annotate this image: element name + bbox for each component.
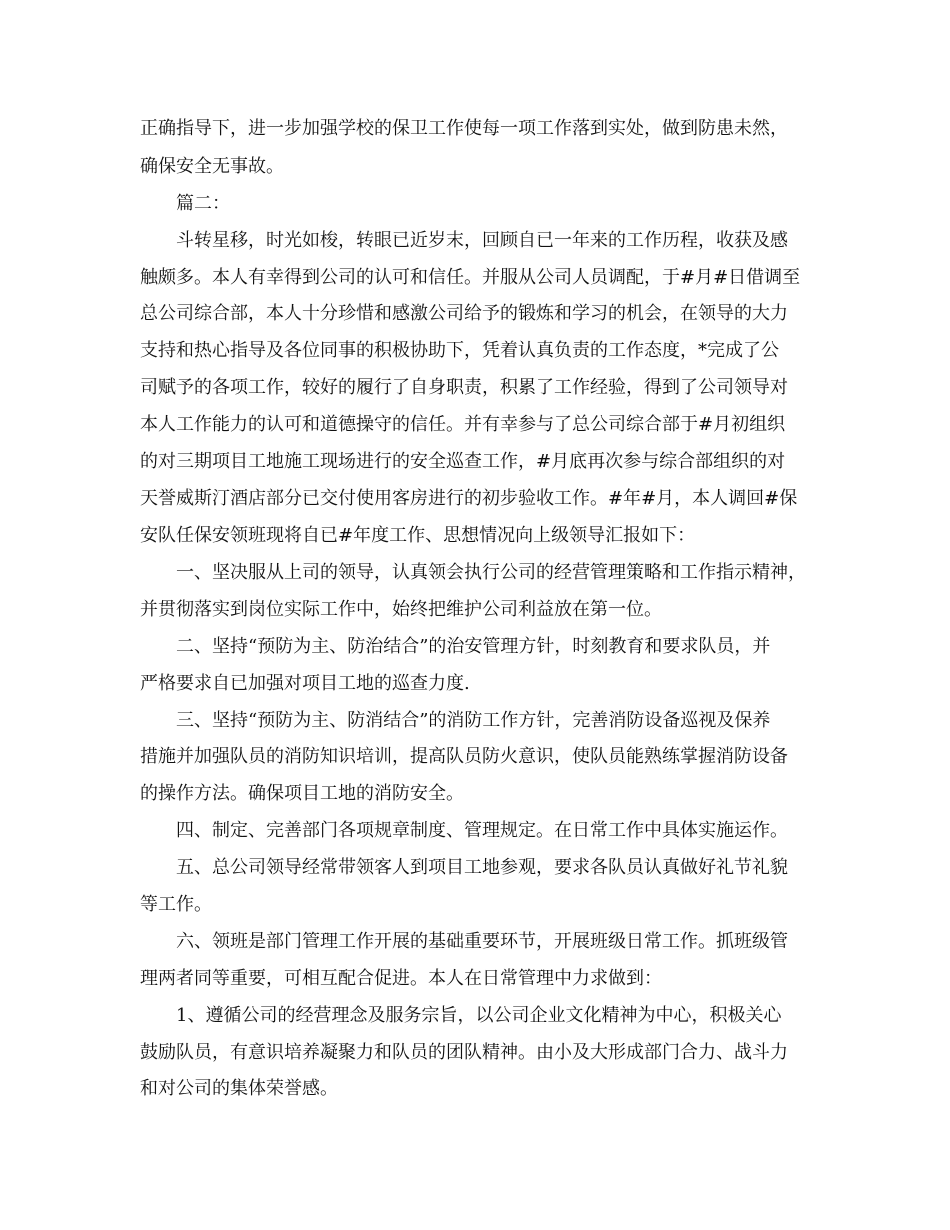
text-line: 总公司综合部，本人十分珍惜和感激公司给予的锻炼和学习的机会，在领导的大力 <box>140 303 788 324</box>
text-line: 1、遵循公司的经营理念及服务宗旨，以公司企业文化精神为中心，积极关心 <box>176 1005 782 1026</box>
text-line: 和对公司的集体荣誉感。 <box>140 1078 338 1099</box>
text-line: 等工作。 <box>140 894 212 915</box>
text-line: 一、坚决服从上司的领导，认真领会执行公司的经营管理策略和工作指示精神， <box>176 562 806 583</box>
text-line: 本人工作能力的认可和道德操守的信任。并有幸参与了总公司综合部于#月初组织 <box>140 414 786 435</box>
section-heading: 篇二： <box>176 193 230 214</box>
text-line: 确保安全无事故。 <box>140 156 284 177</box>
text-line: 鼓励队员，有意识培养凝聚力和队员的团队精神。由小及大形成部门合力、战斗力 <box>140 1042 788 1063</box>
text-line: 斗转星移，时光如梭，转眼已近岁末，回顾自已一年来的工作历程，收获及感 <box>176 230 788 251</box>
text-line: 并贯彻落实到岗位实际工作中，始终把维护公司利益放在第一位。 <box>140 599 662 620</box>
text-line: 二、坚持“预防为主、防治结合”的治安管理方针，时刻教育和要求队员，并 <box>176 636 771 657</box>
text-line: 触颇多。本人有幸得到公司的认可和信任。并服从公司人员调配，于#月#日借调至 <box>140 267 801 288</box>
text-line: 支持和热心指导及各位同事的积极协助下，凭着认真负责的工作态度，*完成了公 <box>140 340 779 361</box>
text-line: 正确指导下，进一步加强学校的保卫工作使每一项工作落到实处，做到防患未然， <box>140 118 788 139</box>
text-line: 安队任保安领班现将自已#年度工作、思想情况向上级领导汇报如下： <box>140 525 696 546</box>
text-line: 六、领班是部门管理工作开展的基础重要环节，开展班级日常工作。抓班级管 <box>176 931 788 952</box>
text-line: 的对三期项目工地施工现场进行的安全巡查工作，#月底再次参与综合部组织的对 <box>140 451 786 472</box>
text-line: 措施并加强队员的消防知识培训，提高队员防火意识，使队员能熟练掌握消防设备 <box>140 746 788 767</box>
text-line: 五、总公司领导经常带领客人到项目工地参观，要求各队员认真做好礼节礼貌 <box>176 857 788 878</box>
text-line: 严格要求自已加强对项目工地的巡查力度. <box>140 673 470 694</box>
text-line: 三、坚持“预防为主、防消结合”的消防工作方针，完善消防设备巡视及保养 <box>176 710 771 731</box>
text-line: 理两者同等重要，可相互配合促进。本人在日常管理中力求做到： <box>140 968 662 989</box>
text-line: 的操作方法。确保项目工地的消防安全。 <box>140 783 464 804</box>
text-line: 司赋予的各项工作，较好的履行了自身职责，积累了工作经验，得到了公司领导对 <box>140 377 788 398</box>
text-line: 天誉威斯汀酒店部分已交付使用客房进行的初步验收工作。#年#月，本人调回#保 <box>140 488 798 509</box>
text-line: 四、制定、完善部门各项规章制度、管理规定。在日常工作中具体实施运作。 <box>176 820 788 841</box>
